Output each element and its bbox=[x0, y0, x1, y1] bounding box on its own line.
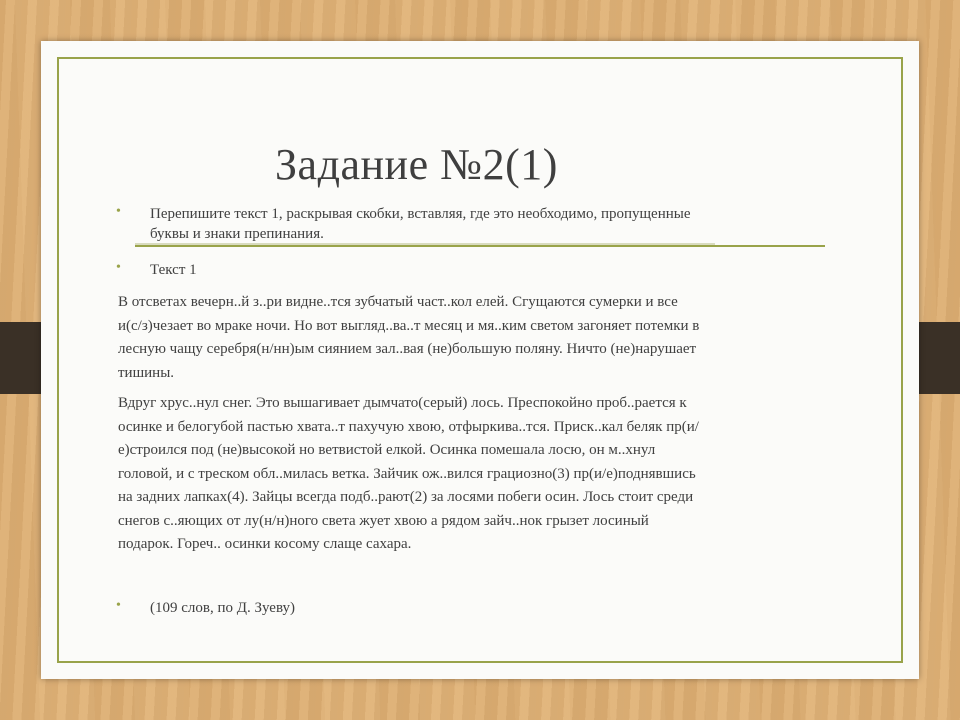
title-rule bbox=[135, 245, 825, 247]
bullet-icon: • bbox=[116, 260, 121, 275]
paragraph-line: Вдруг хрус..нул снег. Это вышагивает дымчато(серый) лось. Преспокойно проб..рается к bbox=[118, 395, 687, 411]
paragraph-line: на задних лапках(4). Зайцы всегда подб..рают(2) за лосями побеги осин. Лось стоит среди bbox=[118, 489, 694, 505]
slide-title: Задание №2(1) bbox=[275, 140, 558, 189]
bullet-icon: • bbox=[116, 598, 121, 613]
paragraph-line: головой, и с треском обл..милась ветка. Зайчик ож..вился грациозно(3) пр(и/е)поднявшись bbox=[118, 465, 696, 482]
paragraph-line: подарок. Гореч.. осинки косому слаще сахара. bbox=[118, 536, 412, 552]
source-text: (109 слов, по Д. Зуеву) bbox=[150, 600, 296, 616]
instruction-line-2: буквы и знаки препинания. bbox=[150, 226, 324, 242]
bullet-icon: • bbox=[116, 204, 121, 219]
paragraph-line: лесную чащу серебря(н/нн)ым сиянием зал..вая (не)большую поляну. Ничто (не)нарушает bbox=[118, 341, 697, 357]
text-paragraph-1 bbox=[118, 291, 838, 385]
text-paragraph-2 bbox=[118, 392, 838, 557]
paragraph-line: и(с/з)чезает во мраке ночи. Но вот выгляд..ва..т месяц и мя..ким светом загоняет потемки в bbox=[118, 317, 700, 334]
paragraph-line: е)строился под (не)высокой но ветвистой елкой. Осинка помешала лосю, он м..хнул bbox=[118, 442, 656, 458]
paragraph-line: В отсветах вечерн..й з..ри видне..тся зубчатый част..кол елей. Сгущаются сумерки и все bbox=[118, 294, 678, 310]
paragraph-line: тишины. bbox=[118, 364, 175, 381]
text-label: Текст 1 bbox=[150, 262, 197, 278]
paragraph-line: снегов с..яющих от лу(н/н)ного света жует хвою а рядом зайч..нок грызет лосиный bbox=[118, 512, 649, 529]
paragraph-line: осинке и белогубой пастью хвата..т пахучую хвою, отфыркива..тся. Приск..кал беляк пр(и/ bbox=[118, 418, 699, 435]
instruction-line-1: Перепишите текст 1, раскрывая скобки, вставляя, где это необходимо, пропущенные bbox=[150, 206, 691, 222]
